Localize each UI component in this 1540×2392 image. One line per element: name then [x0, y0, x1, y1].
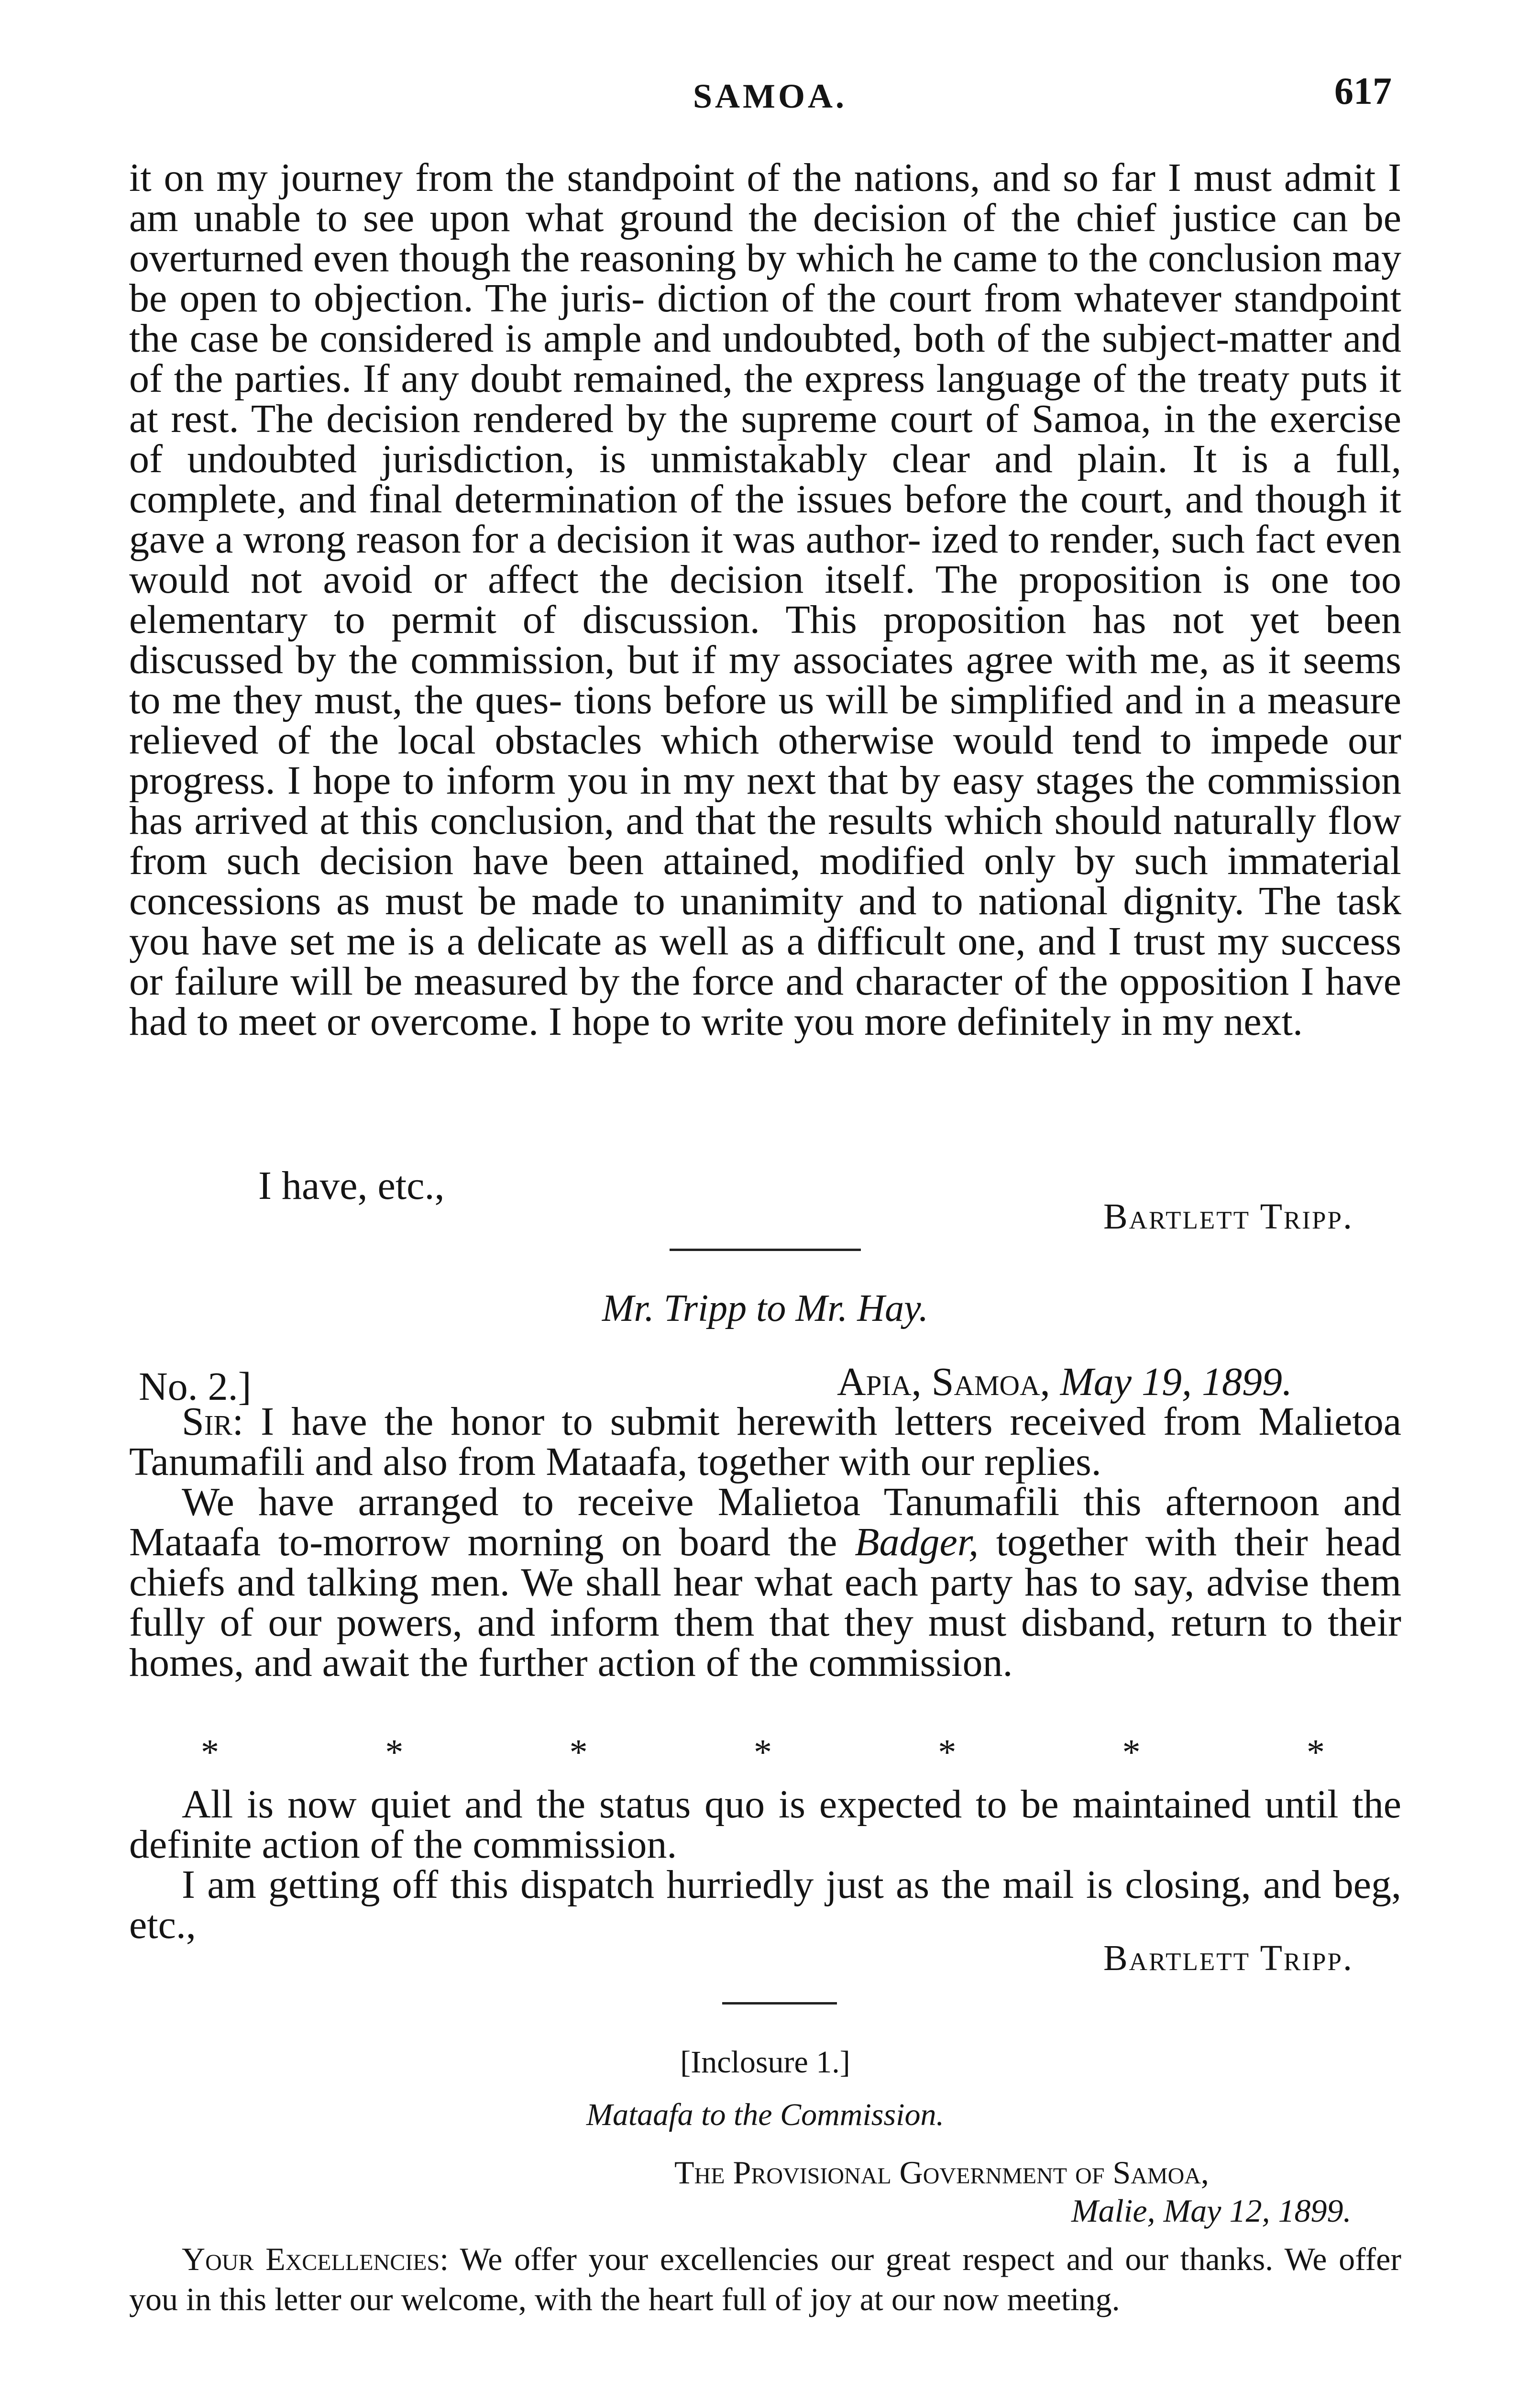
paragraph-text: Malietoa Tanumafili and also from Mataafa, together with our replies. [129, 1399, 1401, 1484]
letter-2-signature: Bartlett Tripp. [1103, 1938, 1353, 1978]
section-divider [670, 1249, 861, 1251]
inclosure-salutation: Your Excellencies: [182, 2241, 449, 2277]
section-divider [722, 2002, 837, 2004]
dateline-date: May 19, 1899. [1060, 1360, 1292, 1404]
paragraph-line: obstacles which otherwise would tend to impede our progress. I hope [129, 718, 1402, 803]
paragraph-text: say, advise them fully of our powers, and inform them that they must [129, 1560, 1401, 1645]
inclosure-government-line: The Provisional Government of Samoa, [674, 2154, 1209, 2191]
paragraph-line: my associates agree with me, as it seems to me they must, the ques- [129, 638, 1402, 722]
paragraph-line: to inform you in my next that by easy stages the commission has [129, 758, 1402, 843]
paragraph-line: flow from such decision have been attained, modified only by such [129, 798, 1402, 883]
paragraph-text: I am getting off this dispatch hurriedly just as the mail is closing, [182, 1862, 1251, 1907]
letter-1-body [129, 155, 1402, 1044]
star: * [569, 1732, 588, 1772]
inclosure-paragraph [129, 2239, 1401, 2319]
ellipsis-stars [201, 1732, 1325, 1773]
paragraph-text: disband, return to their homes, and await the further action of the [129, 1600, 1402, 1685]
star: * [1306, 1732, 1325, 1772]
salutation: Sir: [182, 1399, 244, 1444]
letter-2-number: No. 2.] [139, 1364, 252, 1409]
inclosure-heading: Mataafa to the Commission. [586, 2097, 944, 2132]
inclosure-date-line: Malie, May 12, 1899. [1071, 2193, 1352, 2229]
paragraph-text: head chiefs and talking men. We shall hear what each party has to [129, 1520, 1401, 1605]
letter-2-body-cont [129, 1784, 1401, 1945]
paragraph-line: rest. The decision rendered by the supreme court of Samoa, in the [171, 397, 1257, 441]
paragraph-line: ized to render, such fact even would not avoid or affect the decision [129, 517, 1401, 602]
paragraph-line: immaterial concessions as must be made to unanimity and to national [129, 839, 1401, 923]
paragraph-text: All is now quiet and the status quo is expected to be maintained [182, 1782, 1251, 1827]
paragraph-line: dignity. The task you have set me is a delicate as well as a difficult [129, 879, 1401, 963]
paragraph-line: it on my journey from the standpoint of the nations, and so far I [129, 155, 1181, 200]
letter-2-paragraph-3 [129, 1784, 1401, 1865]
paragraph-text: Mataafa to-morrow morning on board the [129, 1520, 837, 1564]
ship-name: Badger, [855, 1520, 979, 1564]
paragraph-text: We have arranged to receive Malietoa Tanumafili this afternoon and [182, 1480, 1401, 1524]
paragraph-text: and beg, etc., [129, 1862, 1402, 1947]
running-head [139, 70, 1401, 129]
star: * [938, 1732, 957, 1772]
letter-2-paragraph-4 [129, 1862, 1402, 1947]
paragraph-text: until the definite action of the commission. [129, 1782, 1401, 1867]
paragraph-line: itself. The proposition is one too elementary to permit of discussion. [129, 557, 1402, 642]
paragraph-line: he came to the conclusion may be open to objection. The juris- [129, 236, 1402, 321]
letter-2-paragraph-2 [129, 1482, 1401, 1683]
paragraph-text: We offer you in this letter our welcome, with the heart full of joy at our now [129, 2241, 1401, 2317]
inclosure-body [129, 2239, 1401, 2319]
letter-2-heading: Mr. Tripp to Mr. Hay. [602, 1287, 929, 1329]
paragraph-line: This proposition has not yet been discussed by the commission, but if [129, 598, 1402, 682]
paragraph-line: It is a full, complete, and final determination of the issues before the [129, 437, 1401, 521]
paragraph-line: must admit I am unable to see upon what ground the decision of the [129, 155, 1402, 240]
star: * [385, 1732, 404, 1772]
paragraph-line: If any doubt remained, the express language of the treaty puts it at [129, 356, 1402, 441]
letter-1-paragraph [129, 155, 1402, 1044]
dateline-place: Apia, Samoa, [837, 1360, 1050, 1404]
paragraph-line: and character of the opposition I have had to meet or overcome. I [129, 959, 1401, 1044]
paragraph-text: We offer your excellencies our great respect and our thanks. [460, 2241, 1274, 2277]
paragraph-line: arrived at this conclusion, and that the results which should naturally [194, 798, 1316, 843]
paragraph-text: meeting. [1007, 2281, 1120, 2317]
letter-2-dateline [837, 1359, 1292, 1405]
running-title: SAMOA. [693, 77, 847, 115]
letter-2-paragraph-1 [129, 1399, 1401, 1484]
paragraph-text: I have the honor to submit herewith letters received from [261, 1399, 1242, 1444]
star: * [201, 1732, 219, 1772]
star: * [753, 1732, 772, 1772]
paragraph-text: commission. [808, 1640, 1013, 1685]
letter-1-signature: Bartlett Tripp. [1103, 1196, 1353, 1237]
paragraph-line: chief justice can be overturned even though the reasoning by which [129, 196, 1401, 280]
paragraph-line: hope to write you more definitely in my next. [572, 999, 1303, 1044]
paragraph-line: exercise of undoubted jurisdiction, is unmistakably clear and plain. [129, 397, 1402, 481]
letter-1-closing: I have, etc., [258, 1163, 445, 1208]
paragraph-line: one, and I trust my success or failure will be measured by the force [129, 919, 1401, 1004]
paragraph-line: diction of the court from whatever standpoint the case be considered [129, 276, 1402, 361]
letter-2-body [129, 1399, 1402, 1685]
paragraph-line: court, and though it gave a wrong reason for a decision it was author- [129, 477, 1402, 562]
page-number: 617 [1334, 70, 1392, 112]
inclosure-label: [Inclosure 1.] [680, 2045, 850, 2080]
star: * [1122, 1732, 1141, 1772]
paragraph-line: is ample and undoubted, both of the subject-matter and of the parties. [129, 316, 1402, 401]
paragraph-text: together with their [996, 1520, 1308, 1564]
paragraph-line: tions before us will be simplified and in a measure relieved of the local [129, 678, 1402, 763]
